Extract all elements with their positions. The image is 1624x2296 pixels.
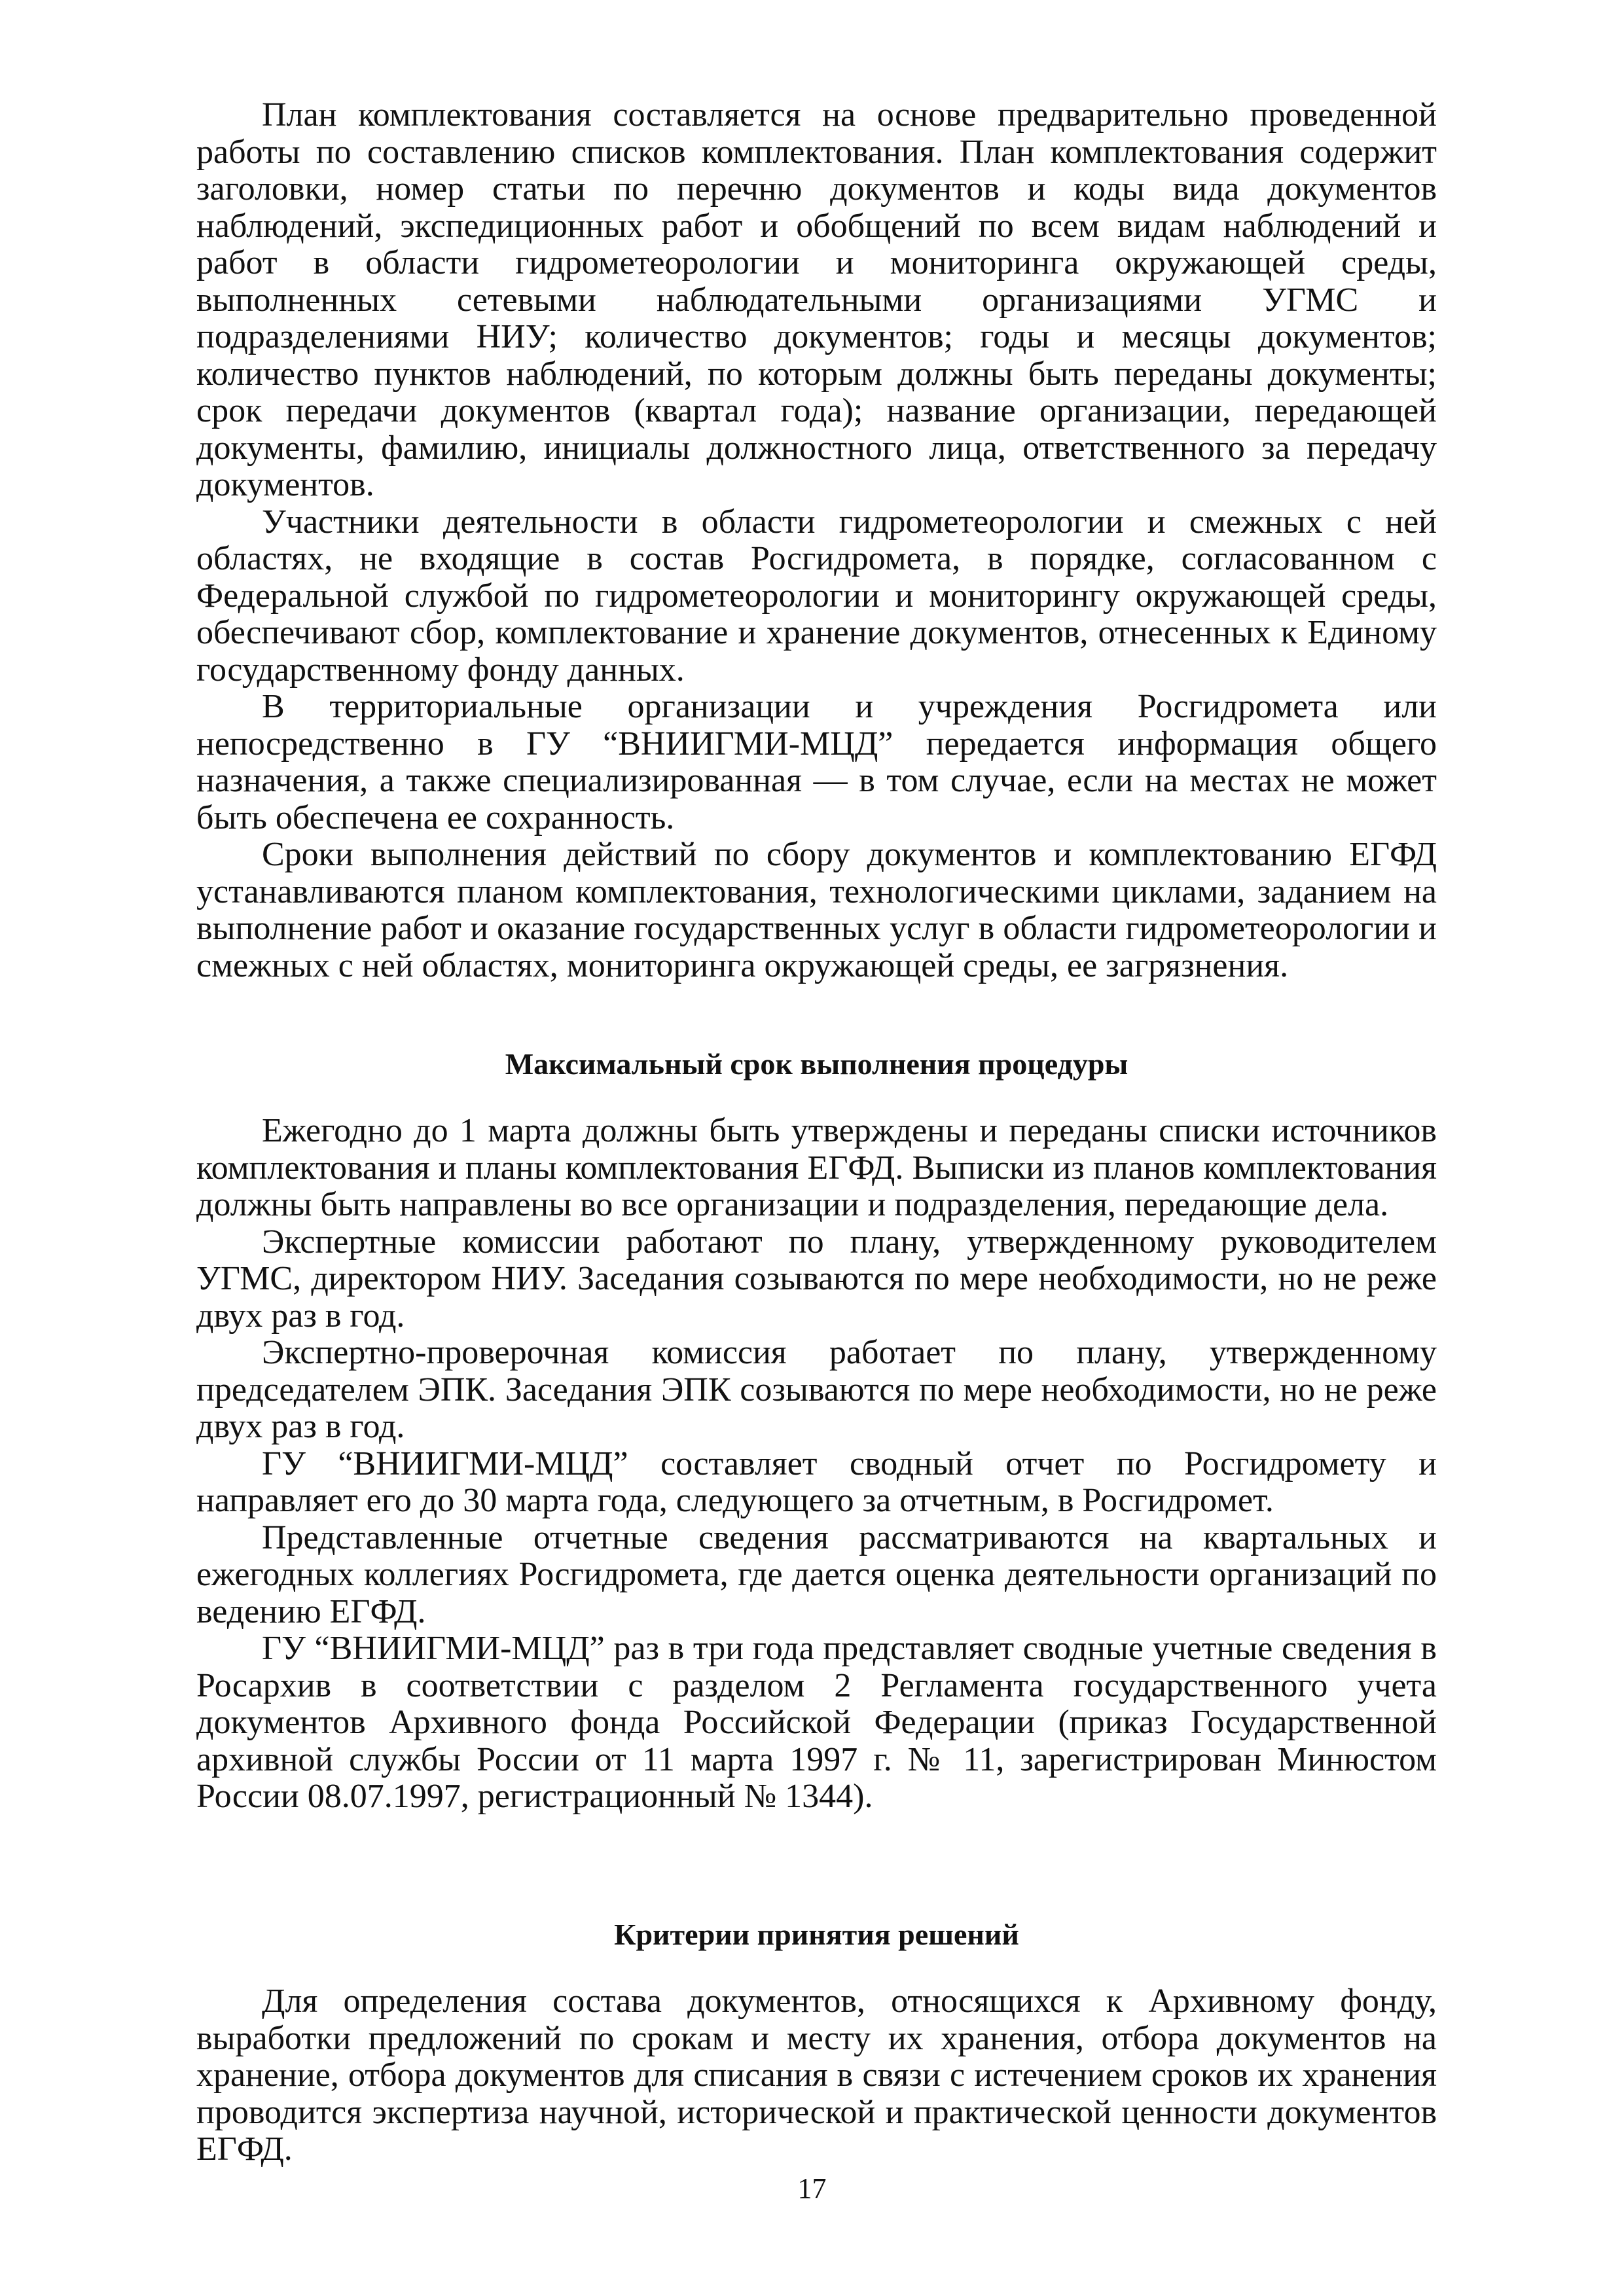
paragraph-territorial-organizations: В территориальные организации и учреждения Росгидромета или непосредственно в ГУ “ВНИИГМИ-МЦД” передается информация общего назначения, а также специализированная — в том случае, если на местах не может быть обеспечена ее сохранность. — [196, 688, 1437, 836]
paragraph-epk: Экспертно-проверочная комиссия работает по плану, утвержденному председателем ЭПК. Заседания ЭПК созываются по мере необходимости, но не реже двух раз в год. — [196, 1334, 1437, 1445]
paragraph-summary-report: ГУ “ВНИИГМИ-МЦД” составляет сводный отчет по Росгидромету и направляет его до 30 марта года, следующего за отчетным, в Росгидромет. — [196, 1444, 1437, 1519]
section-plan — [196, 97, 1437, 984]
section-criteria-body — [196, 1983, 1437, 2168]
section-max-term-body — [196, 1113, 1437, 1816]
paragraph-deadlines: Сроки выполнения действий по сбору документов и комплектованию ЕГФД устанавливаются планом комплектования, технологическими циклами, заданием на выполнение работ и оказание государственных услуг в области гидрометеорологии и смежных с ней областях, мониторинга окружающей среды, ее загрязнения. — [196, 836, 1437, 984]
heading-criteria: Критерии принятия решений — [614, 1918, 1019, 1951]
paragraph-participants: Участники деятельности в области гидрометеорологии и смежных с ней областях, не входящие в состав Росгидромета, в порядке, согласованном с Федеральной службой по гидрометеорологии и мониторингу окружающей среды, обеспечивают сбор, комплектование и хранение документов, отнесенных к Единому государственному фонду данных. — [196, 503, 1437, 689]
paragraph-plan-contents: План комплектования составляется на основе предварительно проведенной работы по составлению списков комплектования. План комплектования содержит заголовки, номер статьи по перечню документов и коды вида документов наблюдений, экспедиционных работ и обобщений по всем видам наблюдений и работ в области гидрометеорологии и мониторинга окружающей среды, выполненных сетевыми наблюдательными организациями УГМС и подразделениями НИУ; количество документов; годы и месяцы документов; количество пунктов наблюдений, по которым должны быть переданы документы; срок передачи документов (квартал года); название организации, передающей документы, фамилию, инициалы должностного лица, ответственного за передачу документов. — [196, 96, 1437, 503]
section-criteria — [196, 1916, 1437, 1953]
paragraph-rosarkhiv: ГУ “ВНИИГМИ-МЦД” раз в три года представляет сводные учетные сведения в Росархив в соответствии с разделом 2 Регламента государственного учета документов Архивного фонда Российской Федерации (приказ Государственной архивной службы России от 11 марта 1997 г. № 11, зарегистрирован Минюстом России 08.07.1997, регистрационный № 1344). — [196, 1630, 1437, 1815]
paragraph-annual-lists: Ежегодно до 1 марта должны быть утверждены и переданы списки источников комплектования и планы комплектования ЕГФД. Выписки из планов комплектования должны быть направлены во все организации и подразделения, передающие дела. — [196, 1112, 1437, 1223]
paragraph-examination: Для определения состава документов, относящихся к Архивному фонду, выработки предложений по срокам и месту их хранения, отбора документов на хранение, отбора документов для списания в связи с истечением сроков их хранения проводится экспертиза научной, исторической и практической ценности документов ЕГФД. — [196, 1982, 1437, 2168]
section-max-term — [196, 1046, 1437, 1083]
paragraph-collegium: Представленные отчетные сведения рассматриваются на квартальных и ежегодных коллегиях Росгидромета, где дается оценка деятельности организаций по ведению ЕГФД. — [196, 1518, 1437, 1630]
heading-max-term: Максимальный срок выполнения процедуры — [505, 1047, 1128, 1081]
paragraph-expert-commissions: Экспертные комиссии работают по плану, утвержденному руководителем УГМС, директором НИУ. Заседания созываются по мере необходимости, но не реже двух раз в год. — [196, 1223, 1437, 1335]
page-number: 17 — [797, 2172, 827, 2204]
